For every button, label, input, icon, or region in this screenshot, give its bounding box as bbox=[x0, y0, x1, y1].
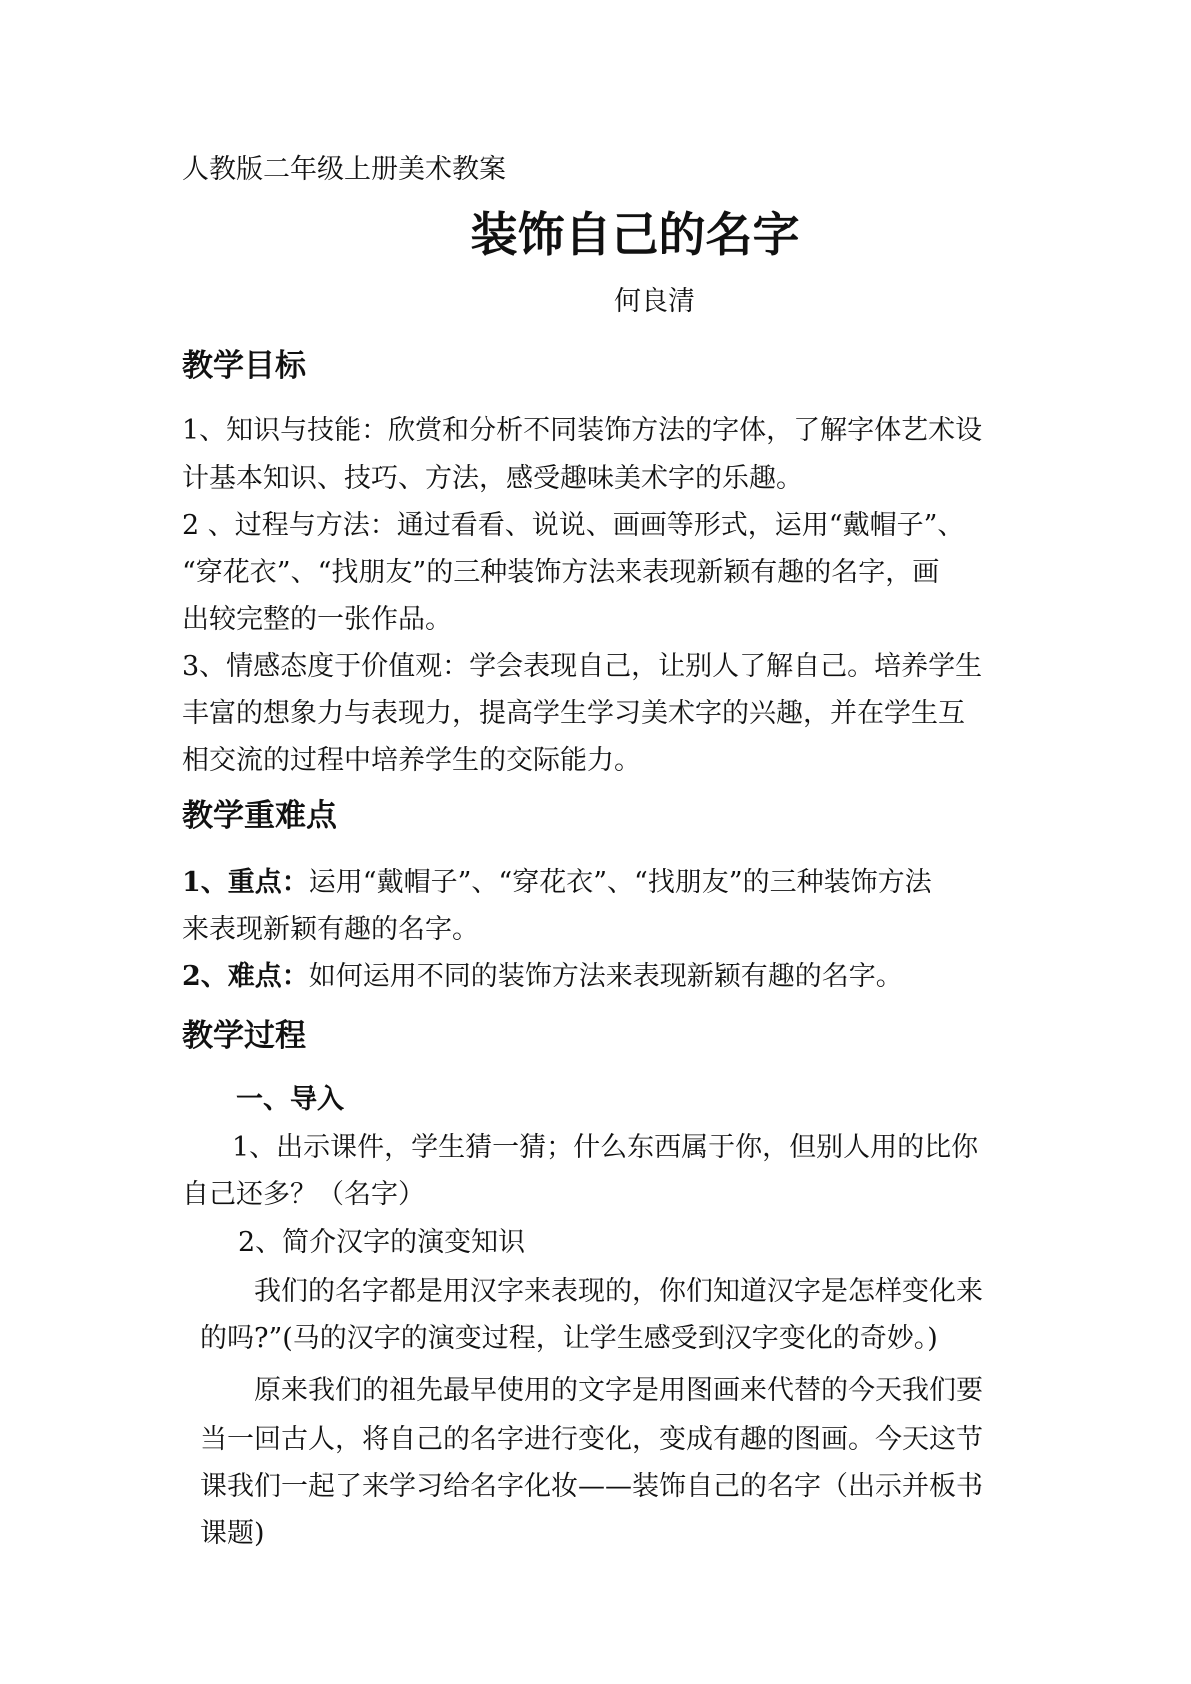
process-line: 1、出示课件，学生猜一猜；什么东西属于你，但别人用的比你 bbox=[232, 1132, 979, 1163]
process-line: 2、简介汉字的演变知识 bbox=[238, 1227, 526, 1258]
process-line: 课我们一起了来学习给名字化妆——装饰自己的名字（出示并板书 bbox=[200, 1471, 983, 1502]
document-subtitle: 人教版二年级上册美术教案 bbox=[182, 154, 506, 185]
key-point-2 bbox=[182, 959, 903, 995]
objectives-line: 计基本知识、技巧、方法，感受趣味美术字的乐趣。 bbox=[182, 463, 803, 494]
process-line: 当一回古人，将自己的名字进行变化，变成有趣的图画。今天这节 bbox=[200, 1424, 983, 1455]
objectives-line: “穿花衣”、“找朋友”的三种装饰方法来表现新颖有趣的名字，画 bbox=[182, 557, 940, 588]
objectives-line: 3、情感态度于价值观：学会表现自己，让别人了解自己。培养学生 bbox=[182, 651, 983, 682]
process-line: 我们的名字都是用汉字来表现的，你们知道汉字是怎样变化来 bbox=[254, 1276, 983, 1307]
process-heading: 教学过程 bbox=[182, 1018, 306, 1054]
author-name: 何良清 bbox=[614, 286, 695, 317]
key-point-2-label: 2、难点： bbox=[182, 961, 309, 992]
key-point-1-continued: 来表现新颖有趣的名字。 bbox=[182, 914, 479, 945]
key-point-1-label: 1、重点： bbox=[182, 867, 309, 898]
page-title: 装饰自己的名字 bbox=[470, 208, 800, 263]
process-line: 的吗?”(马的汉字的演变过程，让学生感受到汉字变化的奇妙。) bbox=[200, 1323, 938, 1354]
process-section-1: 一、导入 bbox=[236, 1084, 344, 1115]
objectives-heading: 教学目标 bbox=[182, 348, 306, 384]
objectives-line: 1、知识与技能：欣赏和分析不同装饰方法的字体，了解字体艺术设 bbox=[182, 415, 983, 446]
objectives-line: 2 、过程与方法：通过看看、说说、画画等形式，运用“戴帽子”、 bbox=[182, 510, 965, 541]
objectives-line: 丰富的想象力与表现力，提高学生学习美术字的兴趣，并在学生互 bbox=[182, 698, 965, 729]
key-point-1 bbox=[182, 865, 932, 901]
process-line: 自己还多？（名字） bbox=[182, 1179, 425, 1210]
process-line: 原来我们的祖先最早使用的文字是用图画来代替的今天我们要 bbox=[254, 1375, 983, 1406]
key-point-1-text: 运用“戴帽子”、“穿花衣”、“找朋友”的三种装饰方法 bbox=[308, 867, 932, 898]
objectives-line: 相交流的过程中培养学生的交际能力。 bbox=[182, 745, 641, 776]
process-line: 课题) bbox=[200, 1518, 265, 1549]
objectives-line: 出较完整的一张作品。 bbox=[182, 604, 452, 635]
key-point-2-text: 如何运用不同的装饰方法来表现新颖有趣的名字。 bbox=[308, 961, 903, 992]
key-points-heading: 教学重难点 bbox=[182, 798, 337, 834]
